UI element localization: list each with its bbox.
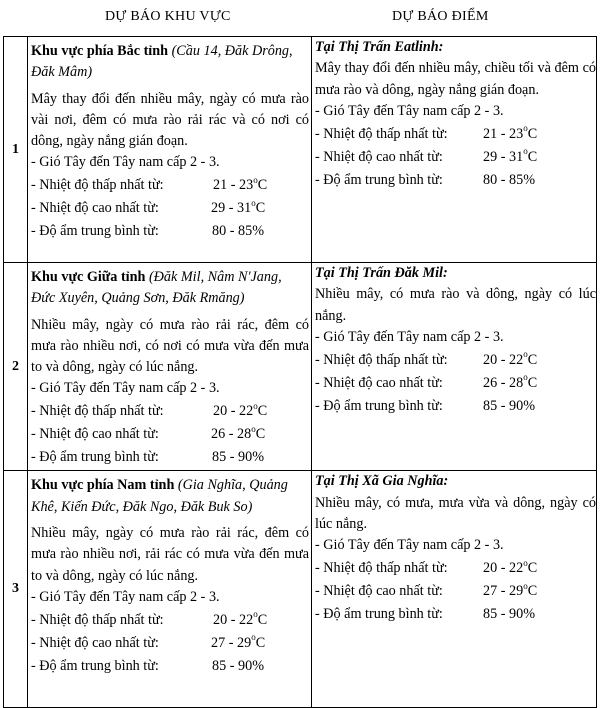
point-forecast-cell (312, 263, 597, 471)
region-humidity: - Độ ẩm trung bình từ: 80 - 85% (31, 223, 265, 240)
region-description: Nhiều mây, ngày có mưa rào rải rác, đêm có mưa rào nhiều nơi, có nơi có mưa vừa đến mưa to và dông, ngày có lúc nắng. (31, 316, 309, 376)
region-places: (Đăk Mil, Nâm N'Jang, Đức Xuyên, Quảng Sơn, Đăk Rmăng) (31, 269, 282, 307)
region-min-temp: - Nhiệt độ thấp nhất từ: 21 - 23$^o$C (31, 174, 268, 194)
region-min-temp: - Nhiệt độ thấp nhất từ: 20 - 22$^o$C (31, 609, 268, 628)
region-humidity: - Độ ẩm trung bình từ: 85 - 90% (31, 657, 265, 674)
point-min-temp: - Nhiệt độ thấp nhất từ: 20 - 22$^o$C (315, 349, 538, 368)
region-max-temp: - Nhiệt độ cao nhất từ: 26 - 28$^o$C (31, 423, 266, 443)
table-header (0, 0, 600, 36)
point-wind: - Gió Tây đến Tây nam cấp 2 - 3. (315, 102, 504, 119)
region-name: Khu vực phía Nam tỉnh (31, 477, 175, 494)
region-places: (Cầu 14, Đăk Drông, Đăk Mâm) (31, 43, 293, 81)
point-name: Tại Thị Xã Gia Nghĩa: (315, 473, 449, 490)
row-number: 3 (4, 471, 28, 708)
region-min-temp: - Nhiệt độ thấp nhất từ: 20 - 22$^o$C (31, 400, 268, 420)
region-max-temp: - Nhiệt độ cao nhất từ: 29 - 31$^o$C (31, 197, 266, 217)
point-forecast-header: DỰ BÁO ĐIỂM (392, 9, 489, 24)
region-max-temp: - Nhiệt độ cao nhất từ: 27 - 29$^o$C (31, 632, 266, 651)
forecast-row (4, 263, 597, 471)
row-number: 2 (4, 263, 28, 471)
region-description: Nhiều mây, ngày có mưa rào rải rác, đêm có mưa rào nhiều nơi, rải rác có mưa vừa đến mưa to và dông, ngày có lúc nắng. (31, 525, 309, 584)
point-humidity: - Độ ẩm trung bình từ: 85 - 90% (315, 606, 536, 623)
point-humidity: - Độ ẩm trung bình từ: 80 - 85% (315, 171, 536, 188)
region-wind: - Gió Tây đến Tây nam cấp 2 - 3. (31, 380, 220, 397)
region-forecast-header: DỰ BÁO KHU VỰC (105, 9, 231, 24)
point-humidity: - Độ ẩm trung bình từ: 85 - 90% (315, 397, 536, 414)
point-wind: - Gió Tây đến Tây nam cấp 2 - 3. (315, 328, 504, 345)
point-max-temp: - Nhiệt độ cao nhất từ: 29 - 31$^o$C (315, 146, 538, 165)
region-humidity: - Độ ẩm trung bình từ: 85 - 90% (31, 449, 265, 466)
point-forecast-cell (312, 37, 597, 263)
region-title (31, 267, 309, 310)
point-min-temp: - Nhiệt độ thấp nhất từ: 21 - 23$^o$C (315, 123, 538, 142)
point-forecast-cell (312, 471, 597, 708)
point-description: Mây thay đổi đến nhiều mây, chiều tối và đêm có mưa rào và dông, ngày nắng gián đoạn. (315, 60, 596, 98)
row-number: 1 (4, 37, 28, 263)
point-max-temp: - Nhiệt độ cao nhất từ: 26 - 28$^o$C (315, 372, 538, 391)
region-forecast-cell (28, 263, 312, 471)
point-min-temp: - Nhiệt độ thấp nhất từ: 20 - 22$^o$C (315, 557, 538, 577)
region-wind: - Gió Tây đến Tây nam cấp 2 - 3. (31, 154, 220, 171)
region-name: Khu vực Giữa tỉnh (31, 269, 146, 285)
point-name: Tại Thị Trấn Đăk Mil: (315, 265, 448, 281)
region-description: Mây thay đổi đến nhiều mây, ngày có mưa rào vài nơi, đêm có mưa rào rải rác và có nơi có dông, ngày nắng gián đoạn. (31, 90, 309, 150)
point-name: Tại Thị Trấn Eatlinh: (315, 39, 444, 55)
forecast-table (3, 36, 597, 708)
region-title (31, 41, 309, 84)
point-description: Nhiều mây, có mưa, mưa vừa và dông, ngày có lúc nắng. (315, 494, 596, 533)
region-forecast-cell (28, 471, 312, 708)
forecast-row (4, 471, 597, 708)
point-description: Nhiều mây, có mưa rào và dông, ngày có lúc nắng. (315, 286, 596, 324)
region-name: Khu vực phía Bắc tỉnh (31, 43, 169, 59)
region-places: (Gia Nghĩa, Quảng Khê, Kiến Đức, Đăk Ngo, Đăk Buk So) (31, 477, 288, 515)
point-max-temp: - Nhiệt độ cao nhất từ: 27 - 29$^o$C (315, 580, 538, 600)
point-wind: - Gió Tây đến Tây nam cấp 2 - 3. (315, 537, 504, 554)
region-title (31, 475, 309, 518)
forecast-row (4, 37, 597, 263)
region-wind: - Gió Tây đến Tây nam cấp 2 - 3. (31, 588, 220, 605)
region-forecast-cell (28, 37, 312, 263)
